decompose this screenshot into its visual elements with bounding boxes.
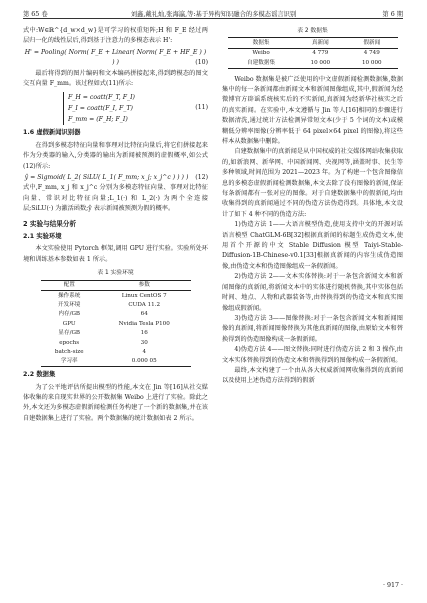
table-row [41, 319, 191, 328]
table-row [41, 347, 191, 356]
table-header-cell: 参数 [98, 280, 191, 290]
table-row [41, 300, 191, 309]
table-header-row [228, 38, 398, 48]
paragraph: Weibo 数据集是被广泛使用的中文虚假新闻检测数据集,数据集中的每一条新闻都由新闻文本和新闻图像组成,其中,假新闻为经微博官方辟谣系统核实后的不实新闻,真新闻为经新华社核实之后的真实新闻。在实验中,本文遵循与 Jin 等人[16]相同的步骤进行数据清洗,通过统计方法检测异常短文本(少于 5 个词的文本)或模糊低分辨率图像(分辨率低于 64 pixel×64 pixel 的图像),将这些样本从数据集中删除。 [222, 75, 403, 146]
dataset-table [228, 37, 398, 68]
method-item: 1)伪造方法 1——大语言模型伪造,使用支持中文的开源对话语言模型 ChatGLM-6B[32]根据真新闻的标题生成伪造文本,使用首个开源的中文 Stable Diffusion 模型 Taiyi-Stable-Diffusion-1B-Chinese-v0.1[33]根据真新闻的内容生成伪造图像,由伪造文本和伪造图像组成一条假新闻。 [222, 221, 403, 270]
table-cell: 10 000 [295, 58, 346, 68]
method-item: 4)伪造方法 4——图文替换:同时进行伪造方法 2 和 3 操作,由文本实体替换得到的伪造文本和替换得到的图像构成一条假新闻。 [222, 346, 403, 364]
table-cell: 64 [140, 311, 148, 318]
section-heading: 2 实验与结果分析 [23, 219, 77, 228]
table-cell: Weibo [252, 50, 270, 57]
table-cell: Linux CentOS 7 [121, 292, 167, 299]
paragraph: 最后将得到的图片编码和文本编码拼接起来,得到跨模态的图文交互向量 F_mm。该过程如式(11)所示: [23, 69, 208, 87]
table-cell: 4 779 [312, 50, 329, 57]
table-row [41, 357, 191, 367]
volume-label: 第 65 卷 [23, 11, 48, 18]
environment-table [41, 280, 191, 368]
issue-label: 第 6 期 [382, 11, 403, 18]
paragraph: 式中,F_mm, x_j 和 x_j^c 分别为多模态特征向量、事理对比特征向量、常识对比特征向量;L_1(·) 和 L_2(·) 为两个全连接层;SiLU(·) 为激活函数;ŷ 表示新闻被预测为假的概率。 [23, 184, 208, 213]
equation-text: H' = Pooling( Norm( F_E + Linear( Norm( F_E + HF_E ) ) ) ) [24, 48, 207, 67]
table-cell: 4 749 [363, 50, 380, 57]
table-row [41, 338, 191, 347]
table-cell: epochs [59, 339, 80, 346]
table-cell: Nvidia Tesla P100 [118, 320, 170, 327]
table-header-cell: 数据集 [228, 38, 295, 48]
equation-number-label: (12) [195, 174, 208, 182]
equation-line: F_H = coatt(F_T, F_I) [68, 94, 135, 102]
section-heading: 2.2 数据集 [23, 371, 56, 379]
table-cell: 16 [140, 330, 148, 337]
equation-line: F_mm = (F_H; F_I) [68, 116, 128, 124]
table-cell: 4 [142, 349, 146, 355]
paragraph: 式中:W∈ℝ^{d_w×d_w}是可学习的权重矩阵;H 和 F_E 经过两层归一化的线性层后,得到基于注意力的多模态表示 H': [23, 27, 208, 45]
paragraph: 自建数据集中的真新闻是从中国权威的社交媒体网站收集获取的,如新浪网、新华网、中国新闻网、央视网等,涵盖时事、民生等多种领域,时间范围为 2021—2023 年。为了构建一个包含图像信息的多模态虚假新闻检测数据集,本文去除了没有图像的新闻,保证每条新闻都有一张对应的图像。对于自建数据集中的假新闻,均由收集得到的真新闻通过不同的伪造方法伪造得到。具体地,本文设计了如下 4 种不同的伪造方法: [222, 148, 403, 218]
page-number: · 917 · [382, 582, 403, 589]
table-caption: 表 1 实验环境 [97, 270, 134, 277]
table-cell: 显存/GB [58, 330, 81, 337]
equation-text: ŷ = Sigmoid( L_2( SiLU( L_1( F_mm; x_j; x_j^c ) ) ) ) [24, 174, 189, 182]
right-column [222, 26, 403, 387]
method-item: 2)伪造方法 2——文本实体替换:对于一条包含新闻文本和新闻图像的真新闻,将新闻文本中的实体进行随机替换,其中实体包括时间、地点、人物和武器装备等,由替换得到的伪造文本和真实图像组成假新闻。 [222, 273, 403, 312]
table-row [41, 291, 191, 301]
table-header-cell: 真新闻 [295, 38, 346, 48]
equation-number-label: (11) [195, 104, 208, 112]
table-row [41, 310, 191, 319]
equation-12 [23, 173, 208, 183]
table-cell: 学习率 [41, 357, 98, 367]
header-rule [23, 18, 403, 19]
table-header-row [41, 280, 191, 290]
paragraph: 最终,本文构建了一个由从各大权威新闻网收集得到的真新闻以及使用上述伪造方法得到的假新 [222, 366, 403, 385]
section-heading: 1.6 虚假新闻识别器 [23, 129, 81, 137]
paragraph: 本文实验使用 Pytorch 框架,调用 GPU 进行实验。实验所处环境和训练基本参数如表 1 所示。 [23, 245, 208, 263]
table-row [41, 329, 191, 338]
running-title: 刘鑫,戴礼灿,张海瀛,等:基于异构知识融合的多模态谣言识别 [130, 11, 297, 18]
table-cell: 操作系统 [58, 292, 81, 299]
table-cell: 自建数据集 [228, 58, 295, 68]
table-cell: 开发环境 [58, 302, 81, 309]
paragraph: 在得到多模态特征向量和事理对比特征向量后,将它们拼接起来作为分类器的输入,分类器的输出为新闻被预测的虚假概率,如公式(12)所示: [23, 141, 208, 170]
table-cell: 内存/GB [58, 311, 81, 318]
equation-system [63, 92, 208, 125]
equation-line: F_I = coatt(F_I, F_T) [68, 105, 133, 113]
table-caption: 表 2 数据集 [297, 28, 328, 34]
table-cell: CUDA 11.2 [128, 302, 161, 309]
method-item: 3)伪造方法 3——图像替换:对于一条包含新闻文本和新闻图像的真新闻,将新闻图像替换为其他真新闻的图像,由原始文本和替换得到的伪造图像构成一条假新闻。 [222, 314, 403, 343]
equation-11 [23, 92, 208, 125]
table-cell: batch-size [54, 349, 84, 355]
section-heading: 2.1 实验环境 [23, 233, 62, 241]
paragraph: 为了公平地评估所提出模型的性能,本文在 Jin 等[16]从社交媒体收集的来自现实世界的公开数据集 Weibo 上进行了实验。除此之外,本文还为多模态虚假新闻检测任务构建了一个新的数据集,并在该自建数据集上进行了实验。两个数据集的统计数据如表 2 所示。 [23, 383, 208, 422]
equation-number-label: (10) [195, 59, 208, 67]
equation-number [23, 58, 208, 68]
table-cell: GPU [62, 320, 76, 327]
table-row [228, 58, 398, 68]
table-row [228, 48, 398, 58]
table-header-cell: 配置 [41, 280, 98, 290]
table-header-cell: 假新闻 [346, 38, 397, 48]
table-cell: 0.000 05 [98, 357, 191, 367]
running-header [0, 0, 427, 22]
table-cell: 30 [140, 339, 148, 346]
left-column [23, 26, 208, 424]
table-cell: 10 000 [346, 58, 397, 68]
